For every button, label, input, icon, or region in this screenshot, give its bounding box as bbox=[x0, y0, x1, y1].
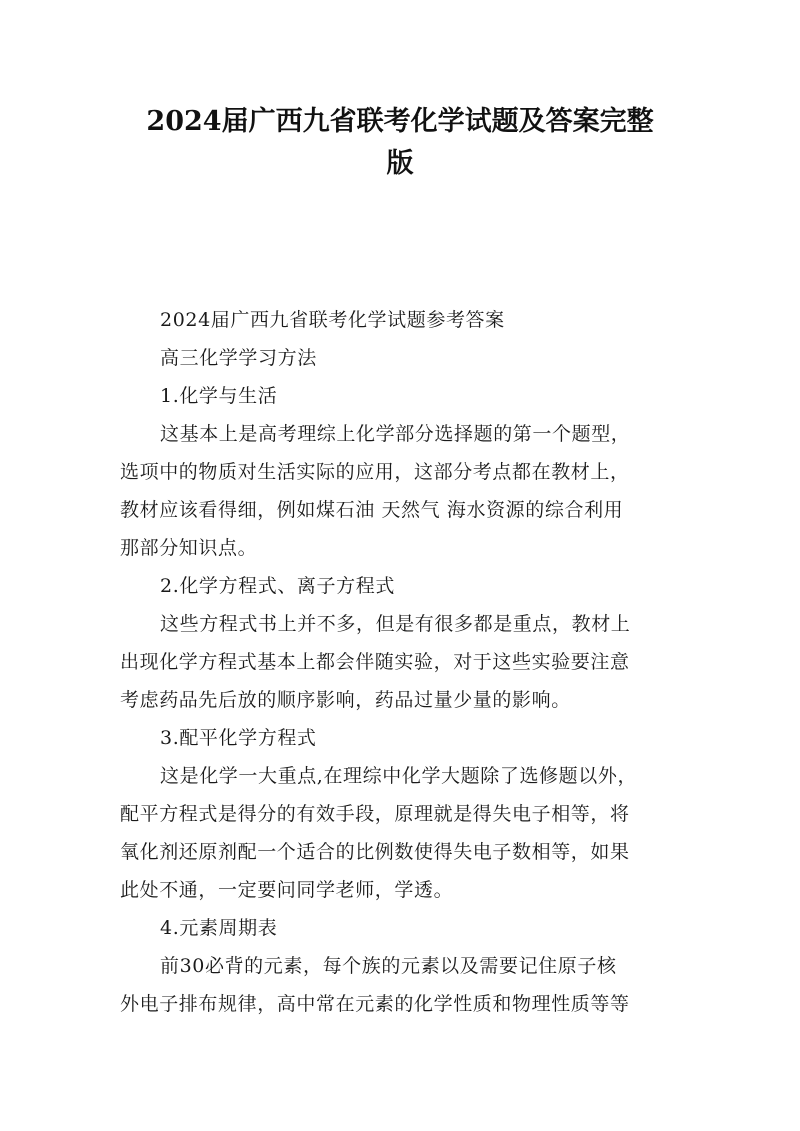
subsection-heading: 4.元素周期表 bbox=[160, 917, 278, 939]
paragraph-line: 教材应该看得细，例如煤石油 天然气 海水资源的综合利用 bbox=[120, 499, 624, 521]
subsection-heading: 3.配平化学方程式 bbox=[160, 727, 317, 749]
paragraph-line: 前30必背的元素，每个族的元素以及需要记住原子核 bbox=[160, 955, 617, 977]
paragraph-line: 这基本上是高考理综上化学部分选择题的第一个题型， bbox=[160, 423, 631, 445]
paragraph-line: 选项中的物质对生活实际的应用，这部分考点都在教材上， bbox=[120, 461, 630, 483]
paragraph-line: 这些方程式书上并不多，但是有很多都是重点，教材上 bbox=[160, 613, 631, 635]
section-heading: 高三化学学习方法 bbox=[160, 347, 317, 369]
paragraph-line: 出现化学方程式基本上都会伴随实验，对于这些实验要注意 bbox=[120, 651, 630, 673]
document-title-line-1: 2024届广西九省联考化学试题及答案完整 bbox=[146, 106, 654, 137]
paragraph-line: 这是化学一大重点,在理综中化学大题除了选修题以外， bbox=[160, 765, 638, 787]
paragraph-line: 此处不通，一定要问同学老师，学透。 bbox=[120, 879, 454, 901]
subsection-heading: 2.化学方程式、离子方程式 bbox=[160, 575, 395, 597]
subsection-heading: 1.化学与生活 bbox=[160, 385, 278, 407]
paragraph-line: 那部分知识点。 bbox=[120, 537, 258, 559]
answer-heading: 2024届广西九省联考化学试题参考答案 bbox=[160, 309, 505, 331]
document-title-line-2: 版 bbox=[386, 148, 414, 179]
paragraph-line: 外电子排布规律，高中常在元素的化学性质和物理性质等等 bbox=[120, 993, 630, 1015]
paragraph-line: 考虑药品先后放的顺序影响，药品过量少量的影响。 bbox=[120, 689, 571, 711]
paragraph-line: 氧化剂还原剂配一个适合的比例数使得失电子数相等，如果 bbox=[120, 841, 630, 863]
paragraph-line: 配平方程式是得分的有效手段，原理就是得失电子相等，将 bbox=[120, 803, 630, 825]
